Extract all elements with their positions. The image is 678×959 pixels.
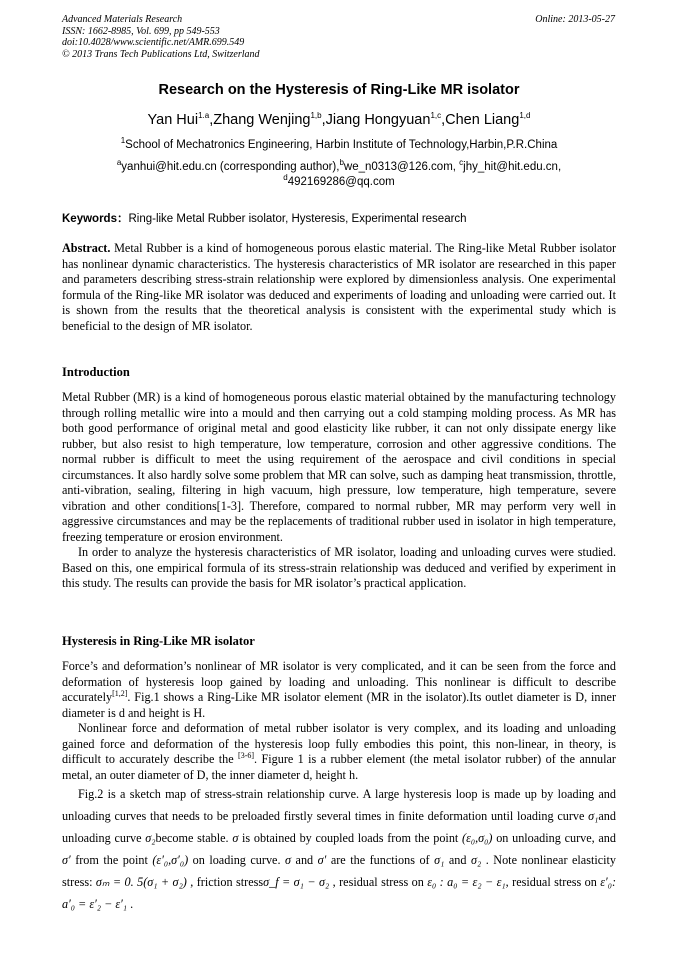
email-d[interactable]: 492169286@qq.com [287,176,395,188]
math-equation: σₘ = 0. 5(σ₁ + σ₂) [95,875,187,889]
journal-name: Advanced Materials Research [62,14,183,25]
introduction-body [62,390,616,592]
author-name: ,Chen Liang [441,112,520,128]
affiliation-mark: 1 [120,136,126,146]
text-run: . Fig.1 shows a Ring-Like MR isolator element (MR in the isolator).Its outlet diameter is D, inner diameter is d and height is H. [62,690,616,720]
author-name: ,Zhang Wenjing [209,112,311,128]
text-run: . Figure 1 is a rubber element (the metal isolator rubber) of the annular metal, an outer diameter of D, the inner diameter d, height h. [62,752,616,782]
text-run: Force’s and deformation’s nonlinear of MR isolator is very complicated, and it can be seen from the force and deformation of hysteresis loop gained by loading and unloading. This nonlinear is difficult to describe accurately [62,659,616,704]
citation[interactable]: [3-6] [238,750,255,760]
text-run: from the point [70,853,153,867]
author-name: Yan Hui [147,112,199,128]
text-run: become stable. [155,831,233,845]
keywords [62,210,467,226]
email-mark: c [459,158,464,168]
section-heading-hysteresis: Hysteresis in Ring-Like MR isolator [62,634,255,648]
text-run: are the functions of [326,853,435,867]
math-point: (ε′₀,σ′₀) [152,853,189,867]
abstract-label: Abstract. [62,241,111,255]
math-equation: σ_f = σ₁ − σ₂ [263,875,330,889]
online-date: Online: 2013-05-27 [535,14,615,25]
author-affil-mark: 1,d [519,111,531,121]
author-affil-mark: 1,c [430,111,442,121]
text-run: on unloading curve, and [492,831,616,845]
author-name: ,Jiang Hongyuan [321,112,431,128]
copyright-line: © 2013 Trans Tech Publications Ltd, Switzerland [62,48,260,60]
text-run: . Note nonlinear elasticity stress: [62,853,617,889]
math-symbol: σ₁ [588,809,599,823]
math-symbol: σ′ [317,853,327,867]
math-symbol: σ₁ [434,853,445,867]
math-symbol: σ₂ [145,831,156,845]
doi-line[interactable]: doi:10.4028/www.scientific.net/AMR.699.549 [62,37,245,48]
text-run: is obtained by coupled loads from the point [238,831,463,845]
text-run: on loading curve. [188,853,286,867]
text-run: Fig.2 is a sketch map of stress-strain relationship curve. A large hysteresis loop is made up by loading and unloading curves that needs to be preloaded firstly several times in finite deformation until loading curve [62,787,616,823]
email-b[interactable]: we_n0313@126.com, [343,161,460,173]
hysteresis-body [62,659,616,915]
author-affil-mark: 1.a [198,111,210,121]
text-run: , residual stress on [329,875,428,889]
issn-line: ISSN: 1662-8985, Vol. 699, pp 549-553 [62,25,220,37]
text-run: and unloading curve [62,809,616,845]
text-run: . [127,897,134,911]
section-heading-introduction: Introduction [62,365,130,379]
author-affil-mark: 1,b [310,111,322,121]
paragraph: Metal Rubber (MR) is a kind of homogeneous porous elastic material obtained by the manufacturing technology through rolling metallic wire into a mould and then carrying out a cold stamping molding process. As MR has both good performance of original metal and good elasticity like rubber, it can not only dissipate energy like rubber, but also resist to high temperature, low temperature, corrosion and other aggressive conditions. The normal rubber is difficult to meet the using requirement of the aerospace and civil conditions in special circumstances. It also hardly solve some problem that MR can solve, such as damping heat transmission, throttle, anti-vibration, sealing, filtering in high vacuum, high pressure, low temperature, high temperature, severe vibration and other conditions[1-3]. Therefore, compared to normal rubber, MR may perform very well in aggressive circumstances and may be the replacements of traditional rubber used in isolator in high temperature, freezing temperature or erosion environment. [62,390,616,544]
email-mark: b [339,158,344,168]
email-block [0,160,678,190]
math-point: (ε₀,σ₀) [462,831,493,845]
text-run: , friction stress [186,875,264,889]
author-list [0,112,678,128]
text-run: and [444,853,471,867]
math-equation: ε′₀: a′₀ = ε′₂ − ε′₁ [62,875,616,911]
text-run: Nonlinear force and deformation of metal rubber isolator is very complex, and its loading and unloading gained force and deformation of the hysteresis loop fully embodies this point, this non-linear, in theory, is difficult to accurately describe the [62,721,616,766]
email-a[interactable]: yanhui@hit.edu.cn (corresponding author), [121,161,340,173]
email-mark: a [116,158,122,168]
math-symbol: σ₂ [470,853,482,867]
email-mark: d [283,173,288,183]
paragraph [62,783,616,915]
journal-header [62,14,260,60]
math-symbol: σ [232,831,239,845]
abstract-text: Metal Rubber is a kind of homogeneous porous elastic material. The Ring-like Metal Rubber isolator has nonlinear dynamic characteristics. The hysteresis characteristics of MR isolator are researched in this paper and parameters describing stress-strain relationship were explored by dimensionless analysis. One experimental formula of the Ring-like MR isolator was deduced and experiments of loading and unloading were carried out. It is shown from the results that the theoretical analysis is consistent with the experimental study which is beneficial to the design of MR isolator. [62,241,616,333]
math-symbol: σ′ [62,853,71,867]
keywords-text: Ring-like Metal Rubber isolator, Hysteresis, Experimental research [128,213,467,225]
paragraph [62,721,616,783]
text-run: and [291,853,318,867]
math-symbol: σ [285,853,292,867]
affiliation-text: School of Mechatronics Engineering, Harbin Institute of Technology,Harbin,P.R.China [125,139,558,151]
email-c[interactable]: jhy_hit@hit.edu.cn, [463,161,562,173]
keywords-label: Keywords： [62,213,129,225]
paragraph: In order to analyze the hysteresis characteristics of MR isolator, loading and unloading curves were studied. Based on this, one empirical formula of its stress-strain relationship was deduced and verified by experiment in this study. The results can provide the basis for MR isolator’s practical application. [62,545,616,590]
abstract [62,241,616,334]
text-run: , residual stress on [505,875,601,889]
citation[interactable]: [1,2] [112,688,128,698]
paragraph [62,659,616,721]
math-equation: ε₀ : a₀ = ε₂ − ε₁ [427,875,506,889]
paper-title: Research on the Hysteresis of Ring-Like MR isolator [158,82,520,98]
affiliation [0,136,678,151]
